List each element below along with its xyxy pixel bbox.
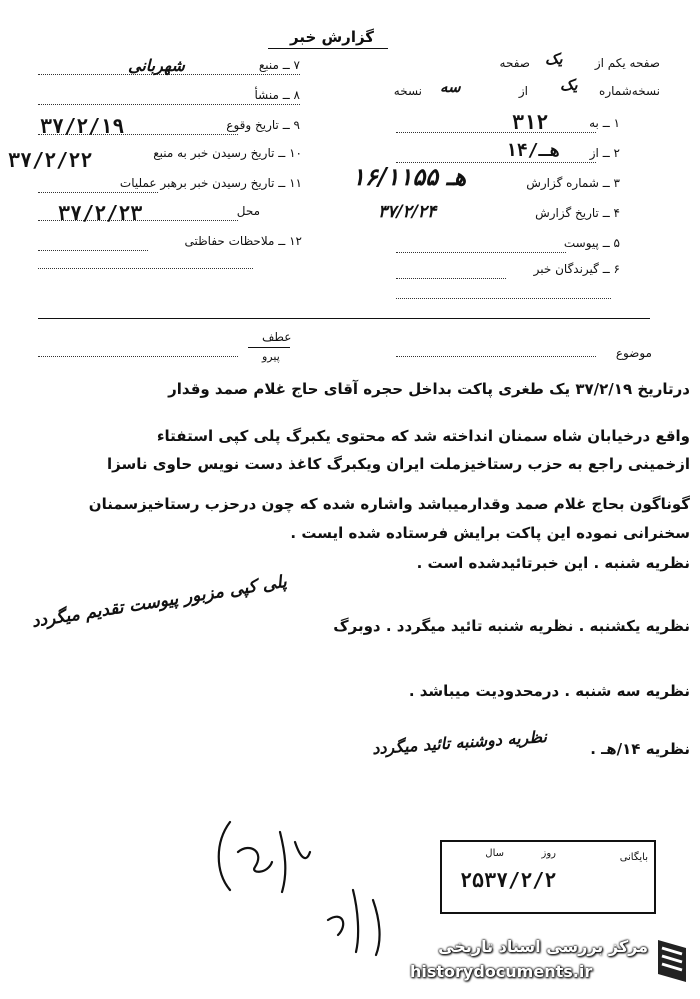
watermark-org: مرکز بررسی اسناد تاریخی (438, 937, 648, 956)
stamp-label-b: روز (541, 848, 556, 859)
page-line-label-b: صفحه (499, 56, 530, 70)
title-underline (268, 48, 388, 49)
watermark-site: historydocuments.ir (410, 962, 593, 981)
opinion-sunday-handwritten: پلی کپی مزبور پیوست تقدیم میگردد (30, 571, 289, 632)
signature-1 (210, 812, 330, 912)
body-line-2: واقع درخیابان شاه سمنان انداخته شد که محتوی یکبرگ پلی کپی استفتاء (156, 427, 690, 445)
stamp-label-c: سال (485, 848, 504, 859)
recipients-line-2 (396, 298, 611, 299)
to-label: ۱ ــ به (589, 116, 620, 130)
recipients-label: ۶ ــ گیرندگان خبر (533, 262, 620, 276)
report-number-label: ۳ ــ شماره گزارش (526, 176, 620, 190)
attachment-line (396, 252, 566, 253)
event-date-value: ۳۷/۲/۱۹ (40, 114, 125, 138)
to-value: ۳۱۲ (512, 110, 549, 134)
from-label: ۲ ــ از (589, 146, 620, 160)
body-line-4: گوناگون بحاج غلام صمد وقدارمیباشد واشاره شده که چون درحزب رستاخیزسمنان (88, 495, 690, 513)
security-notes-line-2 (38, 268, 253, 269)
source-label: ۷ ــ منبع (258, 58, 300, 72)
event-date-label: ۹ ــ تاریخ وقوع (226, 118, 300, 132)
body-line-5: سخنرانی نموده این پاکت برایش فرستاده شده ایست . (290, 524, 690, 542)
stamp-label-a: بایگانی (619, 852, 648, 863)
page-line-value: یک (545, 50, 563, 68)
atf-divider (248, 347, 290, 348)
stamp-number: ۲۵۳۷/۲/۲ (460, 868, 557, 892)
copy-line-value-a: یک (560, 76, 578, 94)
body-line-3: ازخمینی راجع به حزب رستاخیزملت ایران ویکبرگ کاغذ دست نویس حاوی ناسزا (107, 455, 690, 473)
copy-line-label-b: از (518, 84, 528, 98)
recipients-line-1 (396, 278, 506, 279)
opinion-sunday: نظریه یکشنبه . نظریه شنبه تائید میگردد . دوبرگ (333, 617, 690, 635)
archive-stamp (440, 840, 656, 914)
location-label: محل (236, 204, 260, 218)
report-date-value: ۳۷/۲/۲۴ (378, 202, 437, 222)
atf-line (38, 356, 238, 357)
subject-label: موضوع (615, 346, 652, 360)
location-value: ۳۷/۲/۲۳ (58, 201, 143, 225)
opinion-14h-handwritten: نظریه دوشنبه تائید میگردد (371, 726, 548, 759)
source-received-value: ۳۷/۲/۲۲ (8, 148, 93, 172)
opinion-tuesday: نظریه سه شنبه . درمحدودیت میباشد . (408, 682, 690, 700)
leader-received-label: ۱۱ ــ تاریخ رسیدن خبر برهبر عملیات (119, 176, 302, 190)
signature-2 (318, 880, 398, 960)
opinion-saturday: نظریه شنبه . این خبرتائیدشده است . (416, 554, 690, 572)
source-received-label: ۱۰ ــ تاریخ رسیدن خبر به منبع (153, 146, 302, 160)
section-divider (38, 318, 650, 319)
report-date-label: ۴ ــ تاریخ گزارش (535, 206, 620, 220)
source-value: شهربانی (128, 56, 185, 75)
atf-label: عطف (262, 330, 292, 344)
report-number-value: ۱۶/۱۱۵۵ هـ (352, 162, 467, 191)
biro-label: پیرو (262, 350, 280, 363)
copy-line-value-b: سه (440, 78, 461, 96)
subject-line (396, 356, 596, 357)
security-notes-line-1 (38, 250, 148, 251)
copy-line-label-a: نسخه‌شماره (599, 84, 660, 98)
body-line-1: درتاریخ ۳۷/۲/۱۹ یک طغری پاکت بداخل حجره آقای حاج غلام صمد وقدار (168, 380, 690, 398)
security-notes-label: ۱۲ ــ ملاحظات حفاظتی (184, 234, 302, 248)
origin-line (38, 104, 300, 105)
attachment-label: ۵ ــ پیوست (563, 236, 620, 250)
leader-received-line (38, 192, 158, 193)
watermark-logo-icon (652, 934, 692, 988)
from-value: ۱۴/هـ (506, 140, 561, 161)
origin-label: ۸ ــ منشأ (254, 88, 300, 102)
page-line-label-a: صفحه یکم از (594, 56, 660, 70)
copy-line-label-c: نسخه (393, 84, 422, 98)
opinion-14h: نظریه ۱۴/هـ . (590, 740, 690, 758)
to-line (396, 132, 596, 133)
report-title: گزارش خبر (290, 28, 375, 46)
